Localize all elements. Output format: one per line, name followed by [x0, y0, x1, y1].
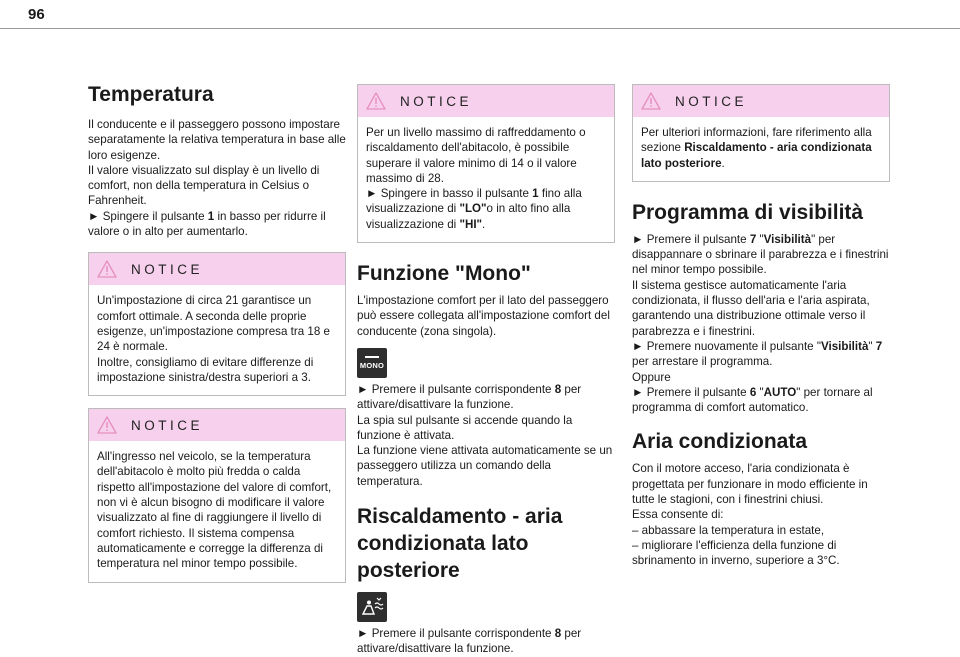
notice-header: [89, 409, 345, 441]
notice-title: NOTICE: [400, 93, 473, 109]
section-title-temperatura: Temperatura: [88, 83, 214, 106]
notice-title: NOTICE: [675, 93, 748, 109]
paragraph: Il valore visualizzato sul display è un livello di comfort, non della temperatura in Celsius o Fahrenheit.: [88, 163, 320, 208]
notice-box: [632, 84, 890, 182]
notice-text: Per un livello massimo di raffreddamento o riscaldamento dell'abitacolo, è possibile superare il valore minimo di 14 o il valore massimo di 28.: [366, 126, 586, 185]
warning-icon: [366, 92, 386, 110]
notice-header: [358, 85, 614, 117]
paragraph: L'impostazione comfort per il lato del passeggero può essere collegata all'impostazione comfort del conducente (zona singola).: [357, 294, 610, 338]
section-title-mono: Funzione "Mono": [357, 262, 531, 286]
list-item: – abbassare la temperatura in estate,: [632, 523, 825, 537]
button-number: 1: [207, 209, 215, 223]
instruction-step: ► Spingere il pulsante 1 in basso per ridurre il valore o in alto per aumentarlo.: [88, 209, 326, 239]
button-name: AUTO: [763, 385, 797, 399]
page-number: 96: [28, 6, 45, 23]
notice-text: Per ulteriori informazioni, fare riferimento alla sezione Riscaldamento - aria condizionata lato posteriore.: [641, 126, 872, 170]
button-number: 8: [554, 627, 562, 641]
notice-text: Un'impostazione di circa 21 garantisce un comfort ottimale. A seconda delle proprie esigenze, un'impostazione compresa tra 18 e 24 è normale.: [97, 294, 330, 354]
paragraph: Con il motore acceso, l'aria condizionata è progettata per funzionare in modo efficiente in tutte le stagioni, con i finestrini chiusi.: [632, 462, 868, 507]
paragraph: Il sistema gestisce automaticamente l'aria condizionata, il flusso dell'aria e l'aria aspirata, garantendo una distribuzione ottimale verso il parabrezza e i finestrini.: [632, 278, 870, 338]
rear-climate-icon: [357, 592, 387, 622]
section-title-rear: Riscaldamento - aria condizionata lato posteriore: [357, 505, 563, 583]
notice-text: Inoltre, consigliamo di evitare differenze di impostazione sinistra/destra superiori a 3.: [97, 355, 314, 384]
instruction-step: ► Premere nuovamente il pulsante "Visibilità" 7 per arrestare il programma.: [632, 339, 883, 369]
section-title-visibility: Programma di visibilità: [632, 200, 864, 224]
button-name: Visibilità: [820, 339, 869, 353]
notice-title: NOTICE: [131, 261, 204, 277]
instruction-step: ► Spingere in basso il pulsante 1 fino alla visualizzazione di "LO"o in alto fino alla visualizzazione di "HI".: [366, 187, 582, 231]
instruction-step: ► Premere il pulsante corrispondente 8 per attivare/disattivare la funzione.: [357, 627, 582, 656]
paragraph: Oppure: [632, 370, 671, 384]
list-item: – migliorare l'efficienza della funzione di sbrinamento in inverno, superiore a 3°C.: [632, 538, 840, 568]
section-title-ac: Aria condizionata: [632, 430, 808, 454]
button-number: 7: [875, 339, 883, 353]
lo-value: "LO": [459, 202, 487, 216]
notice-header: [89, 253, 345, 285]
notice-box: [357, 84, 615, 243]
notice-text: All'ingresso nel veicolo, se la temperatura dell'abitacolo è molto più fredda o calda rispetto all'impostazione del valore di comfort, non vi è alcun bisogno di modificare il valore visualizzato al fine di raggiungere il livello di comfort richiesto. Il sistema compensa automaticamente e corregge la differenza di temperatura nel minor tempo possibile.: [97, 450, 332, 571]
column-2: [357, 84, 615, 657]
notice-body: [358, 117, 614, 242]
section-reference: Riscaldamento - aria condizionata lato posteriore: [641, 141, 872, 170]
notice-body: [89, 285, 345, 395]
button-number: 7: [749, 232, 757, 246]
notice-body: [633, 117, 889, 181]
paragraph: Essa consente di:: [632, 508, 724, 522]
instruction-step: ► Premere il pulsante 7 "Visibilità" per disappannare o sbrinare il parabrezza e i finestrini nel minor tempo possibile.: [632, 232, 889, 277]
paragraph: La spia sul pulsante si accende quando la funzione è attivata.: [357, 413, 573, 442]
notice-body: [89, 441, 345, 581]
mono-button-icon: MONO: [357, 348, 387, 378]
instruction-step: ► Premere il pulsante 6 "AUTO" per tornare al programma di comfort automatico.: [632, 385, 873, 415]
button-name: Visibilità: [763, 232, 812, 246]
notice-title: NOTICE: [131, 417, 204, 433]
instruction-step: ► Premere il pulsante corrispondente 8 per attivare/disattivare la funzione.: [357, 382, 582, 412]
notice-header: [633, 85, 889, 117]
paragraph: Il conducente e il passeggero possono impostare separatamente la relativa temperatura in base alle loro esigenze.: [88, 118, 346, 162]
warning-icon: [97, 416, 117, 434]
warning-icon: [641, 92, 661, 110]
notice-box: [88, 408, 346, 582]
hi-value: "HI": [459, 217, 483, 231]
notice-box: [88, 252, 346, 396]
paragraph: La funzione viene attivata automaticamente se un passeggero utilizza un comando della temperatura.: [357, 444, 613, 488]
column-1: [88, 82, 346, 583]
button-number: 1: [532, 187, 539, 201]
button-number: 8: [554, 382, 562, 396]
warning-icon: [97, 260, 117, 278]
column-3: [632, 84, 890, 569]
button-number: 6: [749, 385, 757, 399]
header-rule: [0, 28, 960, 29]
